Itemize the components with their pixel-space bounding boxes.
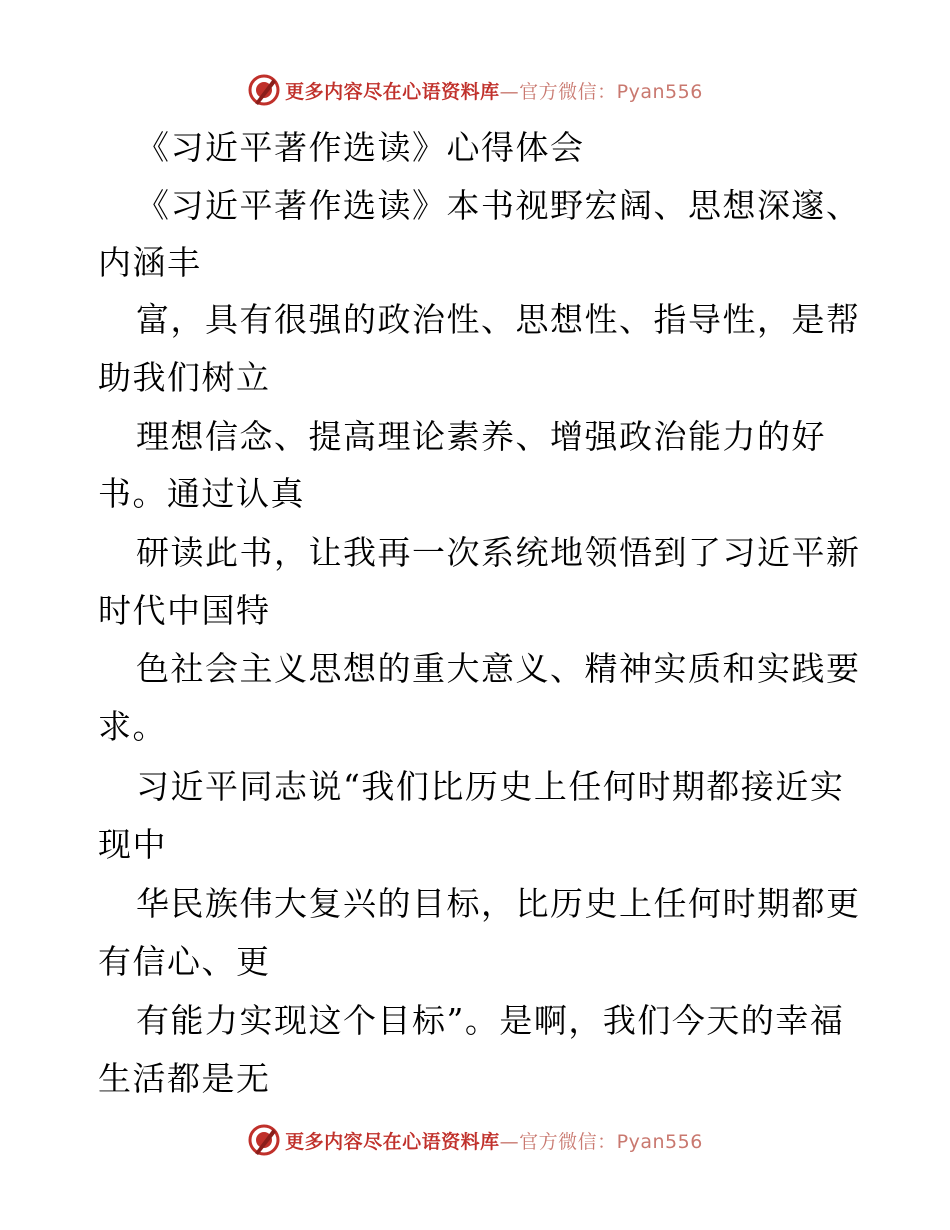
text-line: 内涵丰 [98, 243, 202, 282]
watermark-text [285, 1127, 703, 1154]
watermark-text [285, 77, 703, 104]
text-line: 理想信念、提高理论素养、增强政治能力的好 [136, 417, 826, 456]
header-watermark [0, 70, 950, 110]
text-line: 有能力实现这个目标”。是啊，我们今天的幸福 [136, 1001, 845, 1040]
text-line: 时代中国特 [98, 591, 271, 630]
text-line: 富，具有很强的政治性、思想性、指导性，是帮 [136, 300, 861, 339]
text-line: 书。通过认真 [98, 474, 305, 513]
quill-logo-icon [247, 73, 281, 107]
text-line: 色社会主义思想的重大意义、精神实质和实践要 [136, 649, 861, 688]
watermark-brand: 更多内容尽在心语资料库 [285, 80, 500, 103]
text-line: 习近平同志说“我们比历史上任何时期都接近实 [136, 767, 845, 806]
text-line: 华民族伟大复兴的目标，比历史上任何时期都更 [136, 884, 861, 923]
text-line: 《习近平著作选读》本书视野宏阔、思想深邃、 [136, 186, 861, 225]
watermark-contact: —官方微信：Pyan556 [499, 1130, 703, 1153]
watermark-brand: 更多内容尽在心语资料库 [285, 1130, 500, 1153]
watermark-contact: —官方微信：Pyan556 [499, 80, 703, 103]
text-line: 求。 [98, 707, 167, 746]
quill-logo-icon [247, 1123, 281, 1157]
text-line: 现中 [98, 825, 167, 864]
text-line: 助我们树立 [98, 358, 271, 397]
footer-watermark [0, 1120, 950, 1160]
text-line: 有信心、更 [98, 942, 271, 981]
text-line: 生活都是无 [98, 1059, 271, 1098]
document-title: 《习近平著作选读》心得体会 [136, 128, 585, 167]
text-line: 研读此书，让我再一次系统地领悟到了习近平新 [136, 533, 861, 572]
